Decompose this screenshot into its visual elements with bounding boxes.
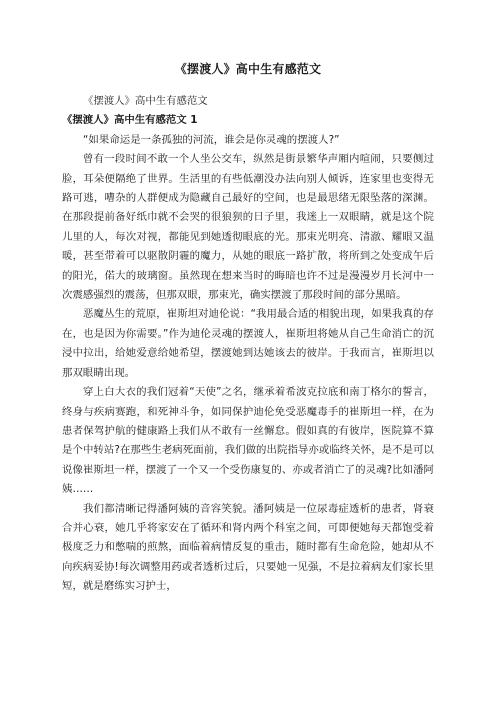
document-subtitle: 《摆渡人》高中生有感范文 bbox=[83, 95, 208, 107]
paragraph-bus-memory: 曾有一段时间不敢一个人坐公交车，纵然是街景繁华声厢内喧闹，只要侧过脸，耳朵便隔绝了世界。生活里的有些低潮没办法向别人倾诉，连家里也变得无路可逃，嘈杂的人群便成为隐藏自己最好的空间，也是最思绪无限坠落的深渊。在那段提前备好纸巾就不会哭的很狼狈的日子里，我迷上一双眼睛，就是这个院儿里的人，每次对视，都能见到她透彻眼底的光。那束光明亮、清澈、耀眼又温暖，甚至带着可以驱散阴霾的魔力，从她的眼底一路扩散，将所到之处变成午后的阳光，偌大的玻璃窗。虽然现在想来当时的晦暗也许不过是漫漫岁月长河中一次震感强烈的震荡，但那双眼，那束光，确实摆渡了那段时间的部分黑暗。 bbox=[62, 153, 434, 302]
paragraph-tristan: 恶魔丛生的荒原，崔斯坦对迪伦说：“我用最合适的相貌出现，如果我真的存在，也是因为你需要。”作为迪伦灵魂的摆渡人，崔斯坦将她从自己生命消亡的沉浸中拉出，给她爱意给她希望，摆渡她到达她该去的彼岸。于我而言，崔斯坦以那双眼睛出现。 bbox=[62, 308, 434, 379]
section-heading: 《摆渡人》高中生有感范文 1 bbox=[62, 114, 198, 127]
document-body bbox=[62, 92, 434, 597]
paragraph-white-coat: 穿上白大衣的我们冠着“天使”之名，继承着希波克拉底和南丁格尔的誓言，终身与疾病赛跑，和死神斗争，如同保护迪伦免受恶魔毒手的崔斯坦一样，在为患者保驾护航的健康路上我们从不敢有一丝懈怠。假如真的有彼岸，医院算不算是个中转站?在那些生老病死面前，我们做的出院指导亦或临终关怀，是不是可以说像崔斯坦一样，摆渡了一个又一个受伤康复的、亦或者消亡了的灵魂?比如潘阿姨…… bbox=[62, 386, 434, 496]
document-title: 《摆渡人》高中生有感范文 bbox=[174, 62, 322, 76]
paragraph-quote: “如果命运是一条孤独的河流，谁会是你灵魂的摆渡人?” bbox=[83, 133, 340, 146]
paragraph-aunt-pan: 我们都清晰记得潘阿姨的音容笑貌。潘阿姨是一位尿毒症透析的患者，肾衰合并心衰，她几乎将家安在了循环和肾内两个科室之间，可即便她每天都饱受着极度乏力和憋喘的煎熬，面临着病情反复的重击，随时都有生命危险，她却从不向疾病妥协!每次调整用药或者透析过后，只要她一见强，不是拉着病友们家长里短，就是磨练实习护士， bbox=[62, 502, 434, 593]
